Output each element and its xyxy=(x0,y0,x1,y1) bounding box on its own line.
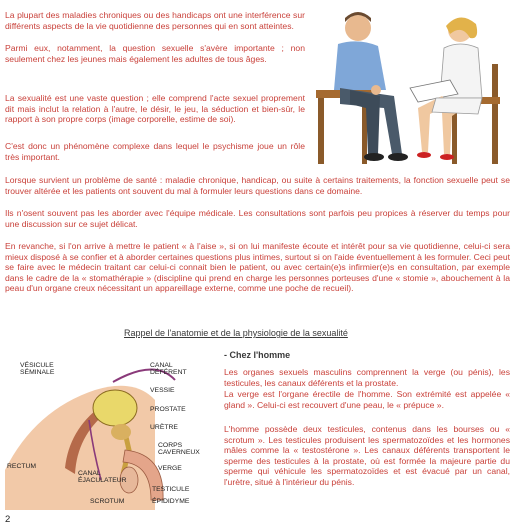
section-paragraph-9: La verge est l'organe érectile de l'homme. Son extrémité est appelée « gland ». Celui-ci est recouvert d'une peau, le « prépuce ». xyxy=(224,389,510,410)
label-vesicule-seminale: VÉSICULE SÉMINALE xyxy=(20,362,55,377)
label-canal-ejaculateur: CANAL ÉJACULATEUR xyxy=(78,470,127,485)
page-number: 2 xyxy=(5,514,11,525)
intro-paragraph-2: Parmi eux, notamment, la question sexuelle s'avère importante ; non seulement chez les jeunes mais également les adultes de tous âges. xyxy=(5,43,305,64)
body-paragraph-7: En revanche, si l'on arrive à mettre le patient « à l'aise », si on lui manifeste écoute et intérêt pour sa vie quotidienne, celui-ci sera mieux disposé à se confier et à aborder certaines questions plus intimes, surtout si on l'aide éventuellement à les formuler. Ceci peut se faire avec le médecin traitant car celui-ci connait bien le patient, ou avec certain(e)s infirmier(e)s en consultation, par exemple dans le cadre de la « stomathérapie » (discipline qui prend en charge les personnes porteuses d'une « stomie », abouchement à la peau d'un organe creux nécessitant un appareillage externe, comme une poche de recueil). xyxy=(5,241,510,294)
label-vessie: VESSIE xyxy=(150,387,175,394)
label-corps-caverneux: CORPS CAVERNEUX xyxy=(158,442,200,457)
intro-paragraph-3: La sexualité est une vaste question ; elle comprend l'acte sexuel proprement dit mais inclut la relation à l'autre, le désir, le jeu, la séduction et bien-sûr, le rapport à son propre corps (image corporelle, estime de soi). xyxy=(5,93,305,125)
label-testicule: TESTICULE xyxy=(152,486,190,493)
label-prostate: PROSTATE xyxy=(150,406,186,413)
label-canal-deferent: CANAL DÉFÉRENT xyxy=(150,362,187,377)
section-paragraph-8: Les organes sexuels masculins comprennent la verge (ou pénis), les testicules, les canaux déférents et la prostate. xyxy=(224,367,510,388)
label-scrotum: SCROTUM xyxy=(90,498,125,505)
body-paragraph-5: Lorsque survient un problème de santé : maladie chronique, handicap, ou suite à certains traitements, la fonction sexuelle peut se trouver altérée et les patients ont souvent du mal à formuler leurs questions dans ce domaine. xyxy=(5,175,510,196)
intro-paragraph-4: C'est donc un phénomène complexe dans lequel le psychisme joue un rôle très important. xyxy=(5,141,305,162)
consultation-illustration xyxy=(310,4,515,169)
label-uretre: URÈTRE xyxy=(150,424,178,431)
section-heading: Rappel de l'anatomie et de la physiologie de la sexualité xyxy=(124,328,348,338)
section-subheading: - Chez l'homme xyxy=(224,350,291,360)
label-verge: VERGE xyxy=(158,465,182,472)
body-paragraph-6: Ils n'osent souvent pas les aborder avec l'équipe médicale. Les consultations sont parfois peu propices à réserver du temps pour une discussion sur ce sujet délicat. xyxy=(5,208,510,229)
section-paragraph-10: L'homme possède deux testicules, contenus dans les bourses ou « scrotum ». Les testicules produisent les spermatozoïdes et les hormones mâles comme la « testostérone ». Les canaux déférents transportent le sperme des testicules à la prostate, où est formée la majeure partie du sperme qui véhicule les spermatozoïdes et est évacué par un canal, l'urètre, situé à l'intérieur du pénis. xyxy=(224,424,510,487)
label-epididyme: ÉPIDIDYME xyxy=(152,498,190,505)
intro-paragraph-1: La plupart des maladies chroniques ou des handicaps ont une interférence sur différents aspects de la vie quotidienne des personnes qui en sont atteintes. xyxy=(5,10,305,31)
label-rectum: RECTUM xyxy=(7,463,37,470)
